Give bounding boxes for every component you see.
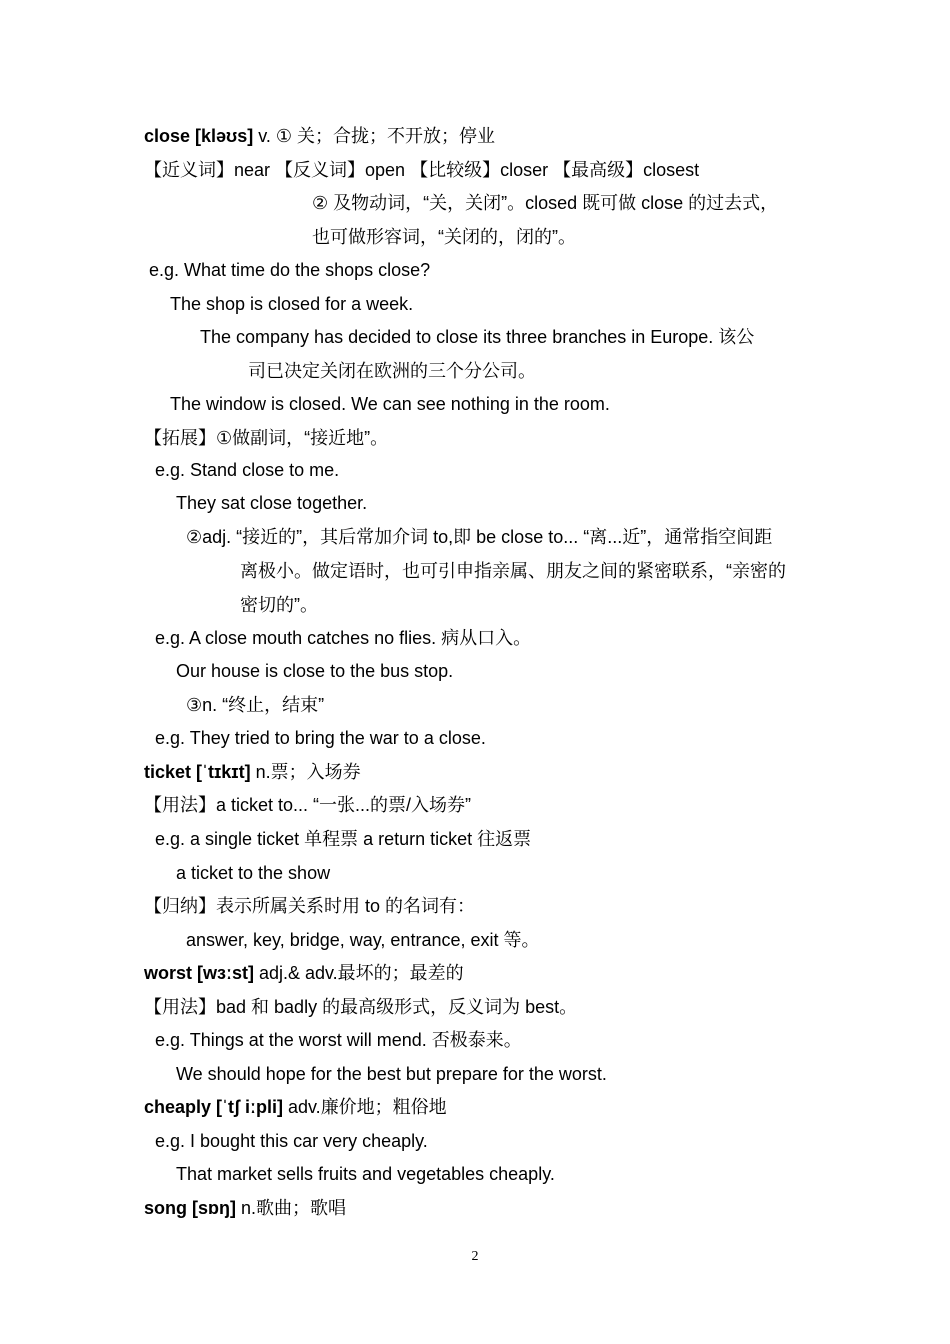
ticket-example-2: a ticket to the show bbox=[176, 863, 331, 883]
close-adj-note-cont: 离极小。做定语时，也可引申指亲属、朋友之间的紧密联系，“亲密的 bbox=[240, 561, 786, 581]
definition-close: v. ① 关；合拢；不开放；停业 bbox=[253, 126, 496, 146]
close-extension: 【拓展】①做副词，“接近地”。 bbox=[144, 428, 389, 448]
entry-ticket-headline bbox=[144, 760, 361, 784]
ticket-summary: 【归纳】表示所属关系时用 to 的名词有： bbox=[144, 896, 476, 916]
definition-ticket: n.票；入场券 bbox=[250, 762, 361, 782]
cheaply-example-2: That market sells fruits and vegetables cheaply. bbox=[176, 1164, 555, 1184]
entry-song-headline bbox=[144, 1196, 346, 1220]
close-example-3-cont: 司已决定关闭在欧洲的三个分公司。 bbox=[248, 361, 536, 381]
page-number: 2 bbox=[471, 1249, 479, 1264]
close-example-7: e.g. A close mouth catches no flies. 病从口入。 bbox=[155, 628, 532, 648]
worst-example-2: We should hope for the best but prepare for the worst. bbox=[176, 1064, 607, 1084]
ticket-usage: 【用法】a ticket to... “一张...的票/入场券” bbox=[144, 795, 472, 815]
headword-close: close [kləʊs] bbox=[144, 126, 254, 146]
close-example-6: They sat close together. bbox=[176, 493, 368, 513]
close-synonyms: 【近义词】near 【反义词】open 【比较级】closer 【最高级】closest bbox=[144, 160, 700, 180]
close-example-8: Our house is close to the bus stop. bbox=[176, 661, 454, 681]
close-example-2: The shop is closed for a week. bbox=[170, 294, 414, 314]
worst-usage: 【用法】bad 和 badly 的最高级形式，反义词为 best。 bbox=[144, 997, 578, 1017]
definition-song: n.歌曲；歌唱 bbox=[236, 1198, 347, 1218]
close-usage-2: ② 及物动词，“关，关闭”。closed 既可做 close 的过去式， bbox=[312, 193, 779, 213]
cheaply-example-1: e.g. I bought this car very cheaply. bbox=[155, 1131, 428, 1151]
close-adj-note: ②adj. “接近的”，其后常加介词 to,即 be close to... “离...近”，通常指空间距 bbox=[186, 527, 773, 547]
headword-song: song [sɒŋ] bbox=[144, 1198, 236, 1218]
close-example-5: e.g. Stand close to me. bbox=[155, 460, 340, 480]
close-example-1: e.g. What time do the shops close? bbox=[149, 260, 431, 280]
close-example-9: e.g. They tried to bring the war to a close. bbox=[155, 728, 486, 748]
close-example-3: The company has decided to close its three branches in Europe. 该公 bbox=[200, 327, 755, 347]
entry-cheaply-headline bbox=[144, 1095, 447, 1119]
ticket-summary-list: answer, key, bridge, way, entrance, exit 等。 bbox=[186, 930, 540, 950]
headword-cheaply: cheaply [ˈtʃ iːpli] bbox=[144, 1097, 283, 1117]
close-example-4: The window is closed. We can see nothing in the room. bbox=[170, 394, 610, 414]
close-noun-note: ③n. “终止，结束” bbox=[186, 695, 325, 715]
headword-ticket: ticket [ˈtɪkɪt] bbox=[144, 762, 251, 782]
close-usage-2-cont: 也可做形容词，“关闭的，闭的”。 bbox=[312, 227, 576, 247]
close-adj-note-cont-2: 密切的”。 bbox=[240, 595, 318, 615]
entry-close-headline bbox=[144, 124, 495, 148]
worst-example-1: e.g. Things at the worst will mend. 否极泰来。 bbox=[155, 1030, 522, 1050]
entry-worst-headline bbox=[144, 961, 464, 985]
definition-cheaply: adv.廉价地；粗俗地 bbox=[283, 1097, 447, 1117]
definition-worst: adj.& adv.最坏的；最差的 bbox=[253, 963, 464, 983]
ticket-example-1: e.g. a single ticket 单程票 a return ticket 往返票 bbox=[155, 829, 532, 849]
headword-worst: worst [wɜːst] bbox=[144, 963, 254, 983]
